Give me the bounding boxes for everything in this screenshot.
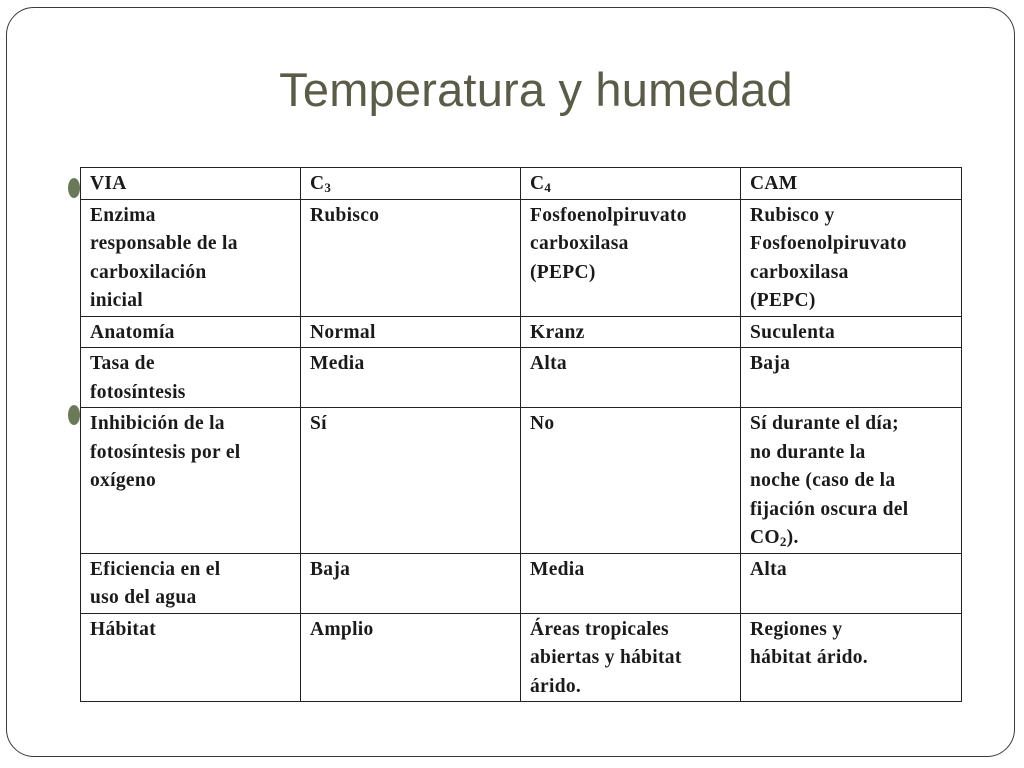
row-label-cell [81,613,301,702]
table-cell-c3 [301,408,521,554]
cell-value: Kranz [530,321,585,343]
table-cell-c4 [521,408,741,554]
table-row [81,199,962,316]
cell-value: Amplio [310,618,374,640]
table-row [81,613,962,702]
table-cell-cam [741,316,962,348]
row-label-cell [81,199,301,316]
row-label: Eficiencia en el uso del agua [90,558,221,608]
table-cell-c4 [521,199,741,316]
table-row [81,553,962,613]
bullet-dot [68,178,80,198]
header-c3-subscript: 3 [324,180,332,195]
cell-value-main: Sí durante el día; no durante la noche (caso de la fijación oscura del CO [750,413,909,548]
cell-value: Suculenta [750,321,836,343]
photosynthesis-pathway-table [80,167,962,702]
table-cell-c3 [301,316,521,348]
cell-value: Fosfoenolpiruvato carboxilasa (PEPC) [530,204,687,283]
table-cell-c4 [521,348,741,408]
row-label-cell [81,408,301,554]
table-cell-c4 [521,316,741,348]
row-label: Anatomía [90,321,175,343]
cell-value [750,410,953,553]
cell-value: Baja [310,558,351,580]
cell-value: Alta [530,353,567,374]
cell-value: Rubisco [310,204,380,226]
table-cell-cam [741,199,962,316]
cell-value: Sí [310,413,327,434]
header-c4-label: C [530,173,545,194]
bullet-dot [68,405,80,425]
table-cell-c3 [301,348,521,408]
table-cell-c4 [521,553,741,613]
header-via-label: VIA [90,173,127,194]
cell-value: Normal [310,321,376,343]
row-label: Tasa de fotosíntesis [90,353,186,403]
row-label: Enzima responsable de la carboxilación inicial [90,204,238,311]
comparison-table-wrapper [80,167,962,702]
co2-subscript: 2 [779,534,787,549]
header-c4-subscript: 4 [544,180,552,195]
table-cell-c4 [521,613,741,702]
header-cell-cam [741,168,962,200]
table-cell-c3 [301,613,521,702]
cell-value: No [530,413,555,434]
table-cell-cam [741,408,962,554]
row-label-cell [81,553,301,613]
table-cell-cam [741,553,962,613]
cell-value: Regiones y hábitat árido. [750,618,868,668]
header-cell-c4 [521,168,741,200]
table-row [81,348,962,408]
cell-value: Rubisco y Fosfoenolpiruvato carboxilasa (PEPC) [750,204,907,311]
row-label-cell [81,348,301,408]
cell-value: Media [530,558,585,580]
header-cell-c3 [301,168,521,200]
cell-value-tail: ). [786,527,799,548]
table-row [81,316,962,348]
cell-value: Media [310,353,365,374]
table-cell-cam [741,348,962,408]
cell-value: Áreas tropicales abiertas y hábitat árido. [530,618,682,697]
header-cell-via [81,168,301,200]
header-cam-label: CAM [750,173,798,194]
slide-title: Temperatura y humedad [279,63,793,116]
cell-value: Baja [750,353,791,374]
table-cell-c3 [301,553,521,613]
table-cell-cam [741,613,962,702]
table-header-row [81,168,962,200]
header-c3-label: C [310,173,325,194]
table-cell-c3 [301,199,521,316]
row-label-cell [81,316,301,348]
row-label: Hábitat [90,618,157,640]
cell-value: Alta [750,558,787,580]
row-label: Inhibición de la fotosíntesis por el oxígeno [90,413,241,491]
table-row [81,408,962,554]
